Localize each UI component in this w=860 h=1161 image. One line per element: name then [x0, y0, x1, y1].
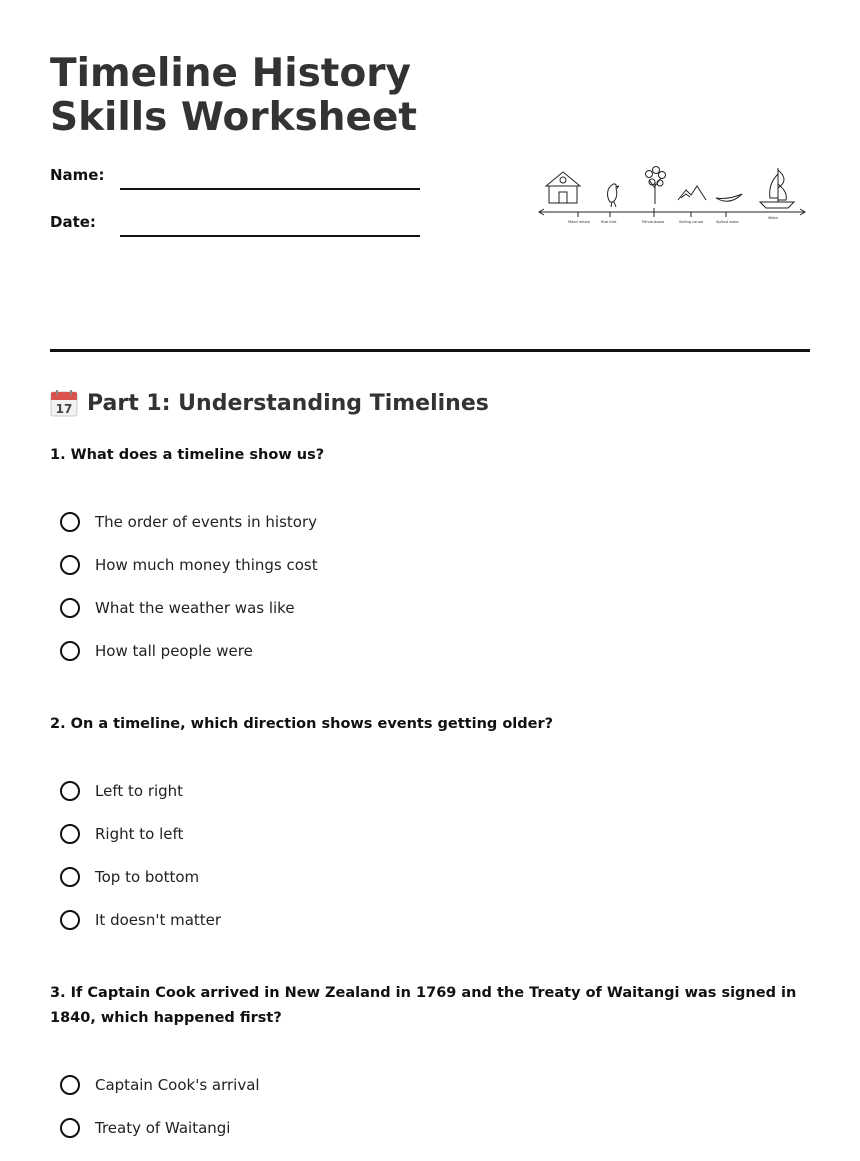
- illustration-label-4: Sailing canoe: [679, 220, 704, 224]
- radio-circle-icon[interactable]: [60, 1075, 80, 1095]
- illustration-label-2: Kiwi bird: [601, 220, 617, 224]
- option-label: The order of events in history: [95, 512, 317, 531]
- name-blank-line[interactable]: [120, 188, 420, 190]
- option-label: How much money things cost: [95, 555, 318, 574]
- option[interactable]: [60, 543, 318, 586]
- option-label: Captain Cook's arrival: [95, 1075, 260, 1094]
- radio-circle-icon[interactable]: [60, 641, 80, 661]
- question-3-options: [60, 1063, 260, 1149]
- worksheet-title: Timeline History Skills Worksheet: [50, 51, 418, 140]
- radio-circle-icon[interactable]: [60, 867, 80, 887]
- calendar-icon: [50, 389, 78, 417]
- illustration-label-5: Spiked waka: [716, 220, 739, 224]
- option-label: Left to right: [95, 781, 184, 800]
- question-3: 3. If Captain Cook arrived in New Zealand in 1769 and the Treaty of Waitangi was signed in 1840, which happened first?: [50, 985, 797, 1026]
- calendar-number: 17: [55, 402, 73, 416]
- question-1: 1. What does a timeline show us?: [50, 447, 325, 463]
- illustration-label-1: Māori whare: [568, 220, 591, 224]
- radio-circle-icon[interactable]: [60, 910, 80, 930]
- option-label: Top to bottom: [95, 867, 200, 886]
- option[interactable]: [60, 812, 221, 855]
- name-label: Name:: [50, 166, 105, 184]
- question-1-options: [60, 500, 318, 672]
- radio-circle-icon[interactable]: [60, 512, 80, 532]
- option[interactable]: [60, 586, 318, 629]
- radio-circle-icon[interactable]: [60, 598, 80, 618]
- question-2-options: [60, 769, 221, 941]
- radio-circle-icon[interactable]: [60, 1118, 80, 1138]
- timeline-illustration-icon: [536, 162, 810, 232]
- option[interactable]: [60, 1106, 260, 1149]
- option-label: How tall people were: [95, 641, 253, 660]
- option[interactable]: [60, 500, 318, 543]
- date-label: Date:: [50, 213, 96, 231]
- radio-circle-icon[interactable]: [60, 824, 80, 844]
- option-label: Treaty of Waitangi: [95, 1118, 231, 1137]
- option[interactable]: [60, 769, 221, 812]
- date-blank-line[interactable]: [120, 235, 420, 237]
- option-label: Right to left: [95, 824, 184, 843]
- part1-heading: [50, 389, 489, 417]
- option[interactable]: [60, 855, 221, 898]
- radio-circle-icon[interactable]: [60, 781, 80, 801]
- illustration-label-6: Waka: [768, 216, 778, 220]
- section-divider: [50, 349, 810, 352]
- option[interactable]: [60, 1063, 260, 1106]
- question-2: 2. On a timeline, which direction shows events getting older?: [50, 716, 554, 732]
- option[interactable]: [60, 629, 318, 672]
- part1-title: Part 1: Understanding Timelines: [87, 390, 489, 416]
- illustration-label-3: Pōhutukawa: [642, 220, 664, 224]
- option[interactable]: [60, 898, 221, 941]
- option-label: What the weather was like: [95, 598, 295, 617]
- option-label: It doesn't matter: [95, 910, 222, 929]
- radio-circle-icon[interactable]: [60, 555, 80, 575]
